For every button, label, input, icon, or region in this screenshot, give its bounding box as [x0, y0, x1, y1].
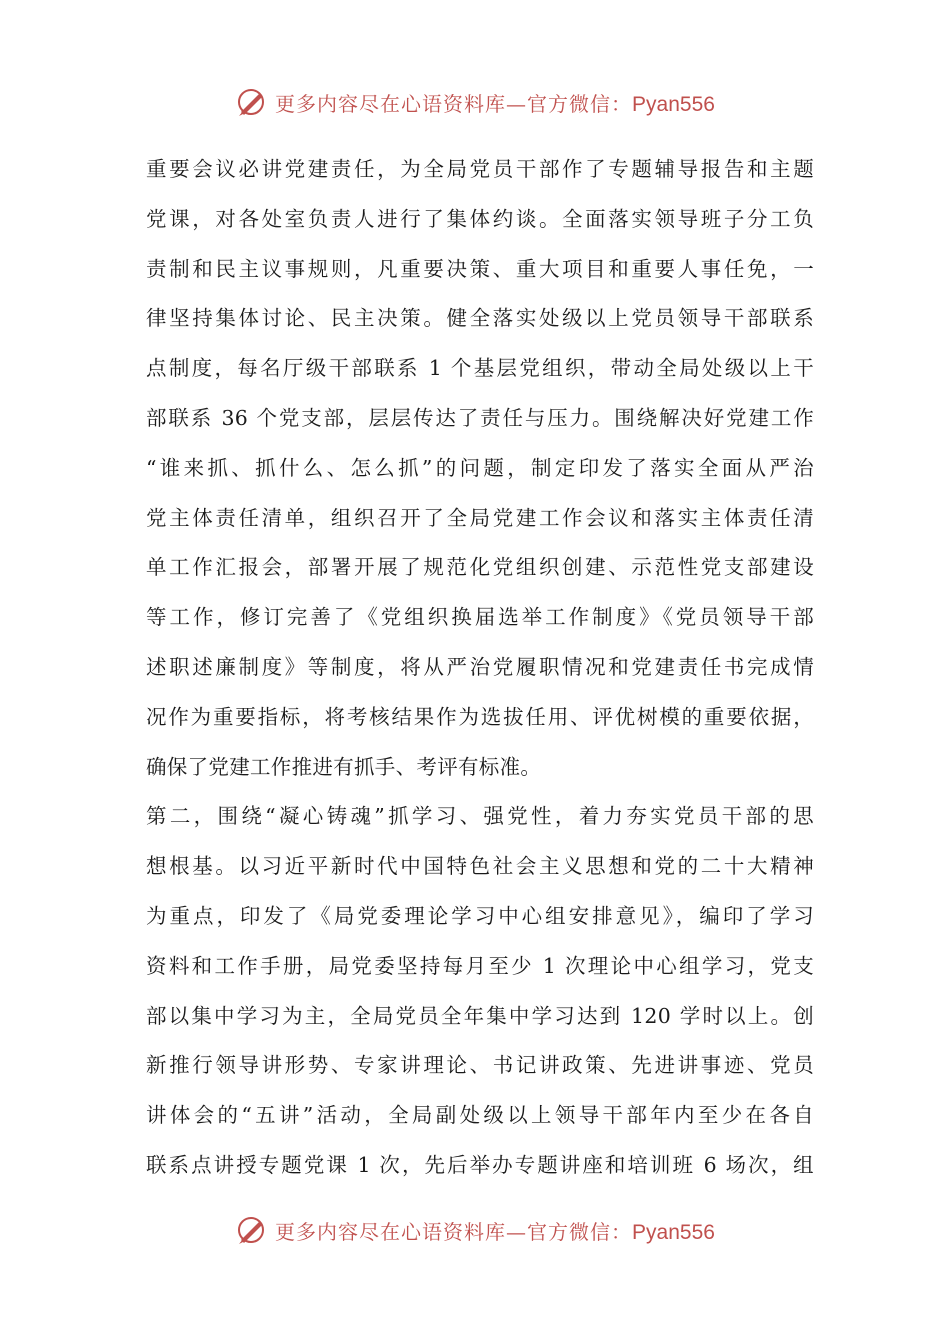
body-line: 重要会议必讲党建责任，为全局党员干部作了专题辅导报告和主题 [146, 157, 814, 181]
body-line: 资料和工作手册，局党委坚持每月至少 1 次理论中心组学习，党支 [146, 953, 814, 978]
header-watermark [0, 80, 950, 124]
footer-watermark [0, 1208, 950, 1252]
watermark-handle: Pyan556 [632, 1220, 715, 1244]
body-line: 责制和民主议事规则，凡重要决策、重大项目和重要人事任免，一 [146, 256, 814, 281]
body-line: 新推行领导讲形势、专家讲理论、书记讲政策、先进讲事迹、党员 [146, 1053, 814, 1078]
body-line: 第二，围绕“凝心铸魂”抓学习、强党性，着力夯实党员干部的思 [146, 804, 814, 829]
body-line: 单工作汇报会，部署开展了规范化党组织创建、示范性党支部建设 [146, 555, 814, 580]
body-line: 讲体会的“五讲”活动，全局副处级以上领导干部年内至少在各自 [146, 1103, 814, 1128]
pen-circle-logo [235, 1214, 267, 1246]
body-line: 况作为重要指标，将考核结果作为选拔任用、评优树模的重要依据， [146, 704, 814, 729]
body-line: 党课，对各处室负责人进行了集体约谈。全面落实领导班子分工负 [146, 206, 814, 231]
body-line: 律坚持集体讨论、民主决策。健全落实处级以上党员领导干部联系 [146, 306, 814, 331]
body-line: 党主体责任清单，组织召开了全局党建工作会议和落实主体责任清 [146, 505, 814, 530]
body-line: 为重点，印发了《局党委理论学习中心组安排意见》，编印了学习 [146, 903, 814, 928]
body-line: 述职述廉制度》等制度，将从严治党履职情况和党建责任书完成情 [146, 654, 814, 679]
body-line: 部联系 36 个党支部，层层传达了责任与压力。围绕解决好党建工作 [146, 405, 814, 430]
body-line: “谁来抓、抓什么、怎么抓”的问题，制定印发了落实全面从严治 [146, 455, 814, 480]
watermark-text: 更多内容尽在心语资料库—官方微信：Pyan556 [275, 1219, 715, 1244]
body-line: 确保了党建工作推进有抓手、考评有标准。 [146, 754, 542, 779]
body-line: 联系点讲授专题党课 1 次，先后举办专题讲座和培训班 6 场次，组 [146, 1152, 814, 1177]
watermark-text: 更多内容尽在心语资料库—官方微信：Pyan556 [275, 91, 715, 116]
body-line: 想根基。以习近平新时代中国特色社会主义思想和党的二十大精神 [146, 854, 814, 879]
pen-circle-logo [235, 86, 267, 118]
body-line: 等工作，修订完善了《党组织换届选举工作制度》《党员领导干部 [146, 605, 814, 630]
document-body [146, 145, 814, 1191]
body-line: 部以集中学习为主，全局党员全年集中学习达到 120 学时以上。创 [146, 1003, 814, 1028]
body-line: 点制度，每名厅级干部联系 1 个基层党组织，带动全局处级以上干 [146, 356, 814, 381]
watermark-handle: Pyan556 [632, 92, 715, 116]
